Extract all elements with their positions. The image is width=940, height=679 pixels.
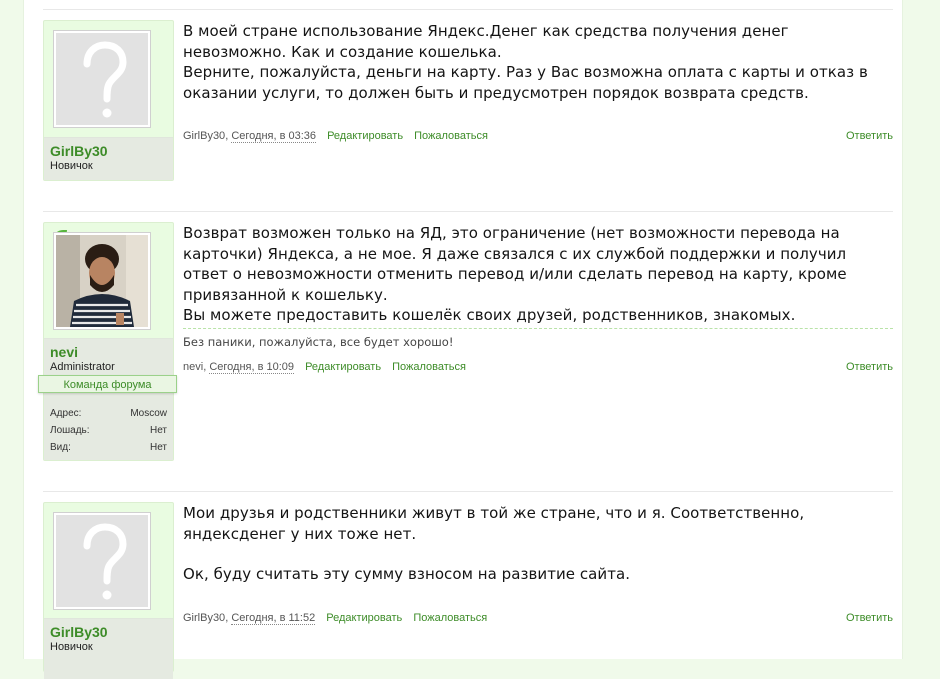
report-link[interactable]: Пожаловаться (414, 130, 488, 142)
user-info-row (50, 405, 167, 422)
user-name-block (44, 137, 173, 180)
post-author[interactable]: nevi (183, 361, 204, 373)
post-author[interactable]: GirlBy30 (183, 130, 226, 142)
avatar[interactable] (53, 512, 151, 610)
info-value: Нет (149, 425, 167, 436)
user-panel (43, 222, 174, 461)
avatar[interactable] (53, 30, 151, 128)
avatar[interactable] (53, 232, 151, 330)
message-paragraph: Вы можете предоставить кошелёк своих друзей, родственников, знакомых. (183, 306, 796, 324)
user-name-block (44, 618, 173, 679)
user-info-row (50, 439, 167, 456)
message-body (183, 503, 893, 585)
user-rank: Новичок (50, 641, 93, 653)
question-mark-icon (56, 33, 148, 125)
post-meta: nevi, Сегодня, в 10:09 Редактировать Пожаловаться Ответить (183, 361, 893, 373)
user-photo-icon (56, 235, 148, 327)
post (43, 491, 893, 659)
info-label: Вид: (50, 442, 71, 453)
info-label: Адрес: (50, 408, 82, 419)
question-mark-icon (56, 515, 148, 607)
report-link[interactable]: Пожаловаться (413, 612, 488, 624)
reply-link[interactable]: Ответить (845, 361, 893, 373)
message-body (183, 21, 893, 103)
username[interactable]: nevi (50, 344, 79, 360)
message-paragraph: Мои друзья и родственники живут в той же стране, что и я. Соответственно, яндексденег у них тоже нет. (183, 504, 805, 543)
message-paragraph: Возврат возможен только на ЯД, это ограничение (нет возможности перевода на карточки) Яндекса, а не мое. Я даже связался с их службой поддержки и получил ответ о невозможности отменить перевод и/или сделать перевод на карту, кроме привязанной к кошельку. (183, 224, 847, 304)
thread-page (23, 0, 903, 659)
post-date[interactable]: Сегодня, в 10:09 (209, 361, 295, 373)
post-separator (43, 9, 893, 10)
user-rank: Administrator (50, 361, 115, 373)
user-info (50, 405, 167, 456)
post-date[interactable]: Сегодня, в 03:36 (231, 130, 317, 142)
reply-link[interactable]: Ответить (845, 130, 893, 142)
edit-link[interactable]: Редактировать (305, 361, 382, 373)
info-label: Лошадь: (50, 425, 90, 436)
username[interactable]: GirlBy30 (50, 624, 108, 640)
username[interactable]: GirlBy30 (50, 143, 108, 159)
post-meta: GirlBy30, Сегодня, в 03:36 Редактировать Пожаловаться Ответить (183, 130, 893, 142)
post-date[interactable]: Сегодня, в 11:52 (231, 612, 316, 624)
message-body (183, 223, 893, 326)
user-panel (43, 20, 174, 181)
info-value: Moscow (130, 408, 167, 419)
staff-badge: Команда форума (38, 375, 177, 393)
message-paragraph: Ок, буду считать эту сумму взносом на развитие сайта. (183, 565, 631, 583)
user-rank: Новичок (50, 160, 93, 172)
message-paragraph: Верните, пожалуйста, деньги на карту. Раз у Вас возможна оплата с карты и отказ в оказании услуги, то должен быть и предусмотрен порядок возврата средств. (183, 63, 868, 102)
post-separator (43, 211, 893, 212)
user-info-row (50, 422, 167, 439)
post-separator (43, 491, 893, 492)
post-author[interactable]: GirlBy30 (183, 612, 226, 624)
post (43, 211, 893, 466)
reply-link[interactable]: Ответить (845, 612, 893, 624)
info-value: Нет (149, 442, 167, 453)
signature-separator (183, 328, 893, 329)
user-name-block (44, 338, 173, 460)
post-meta: GirlBy30, Сегодня, в 11:52 Редактировать Пожаловаться Ответить (183, 612, 893, 624)
edit-link[interactable]: Редактировать (327, 130, 404, 142)
report-link[interactable]: Пожаловаться (392, 361, 466, 373)
signature: Без паники, пожалуйста, все будет хорошо! (183, 335, 454, 349)
edit-link[interactable]: Редактировать (326, 612, 403, 624)
post (43, 9, 893, 184)
user-panel (43, 502, 174, 672)
message-blank-line (183, 544, 893, 564)
message-paragraph: В моей стране использование Яндекс.Денег как средства получения денег невозможно. Как и создание кошелька. (183, 22, 789, 61)
